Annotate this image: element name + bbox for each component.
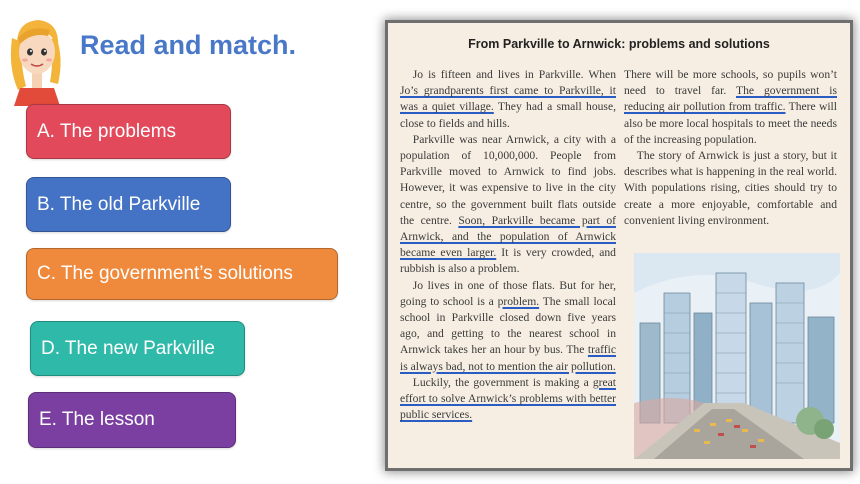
paragraph-4 bbox=[400, 375, 616, 424]
text: Parkville was near Arnwick, a city with a population of 10,000,000. People from Parkville moved to Arnwick to find jobs. However, it was expensive to live in the city centre, so the government built flats outside the centre. bbox=[400, 132, 616, 227]
underlined-text: Soon, Parkville became part of Arnwick, and the population of Arnwick became even larger. bbox=[400, 213, 616, 260]
article-page bbox=[388, 23, 850, 468]
paragraph-4-cont bbox=[624, 67, 837, 148]
underlined-text: great effort to solve Arnwick’s problems with better public services. bbox=[400, 375, 616, 422]
option-a-the-problems[interactable]: A. The problems bbox=[26, 104, 231, 159]
option-e-the-lesson[interactable]: E. The lesson bbox=[28, 392, 236, 448]
option-b-old-parkville[interactable]: B. The old Parkville bbox=[26, 177, 231, 232]
option-c-government-solutions[interactable]: C. The government’s solutions bbox=[26, 248, 338, 300]
article-title: From Parkville to Arnwick: problems and solutions bbox=[468, 37, 770, 51]
underlined-text: problem. bbox=[497, 294, 540, 308]
paragraph-1 bbox=[400, 67, 616, 132]
underlined-text: traffic is always bad, not to mention the air pollution. bbox=[400, 343, 616, 373]
underlined-text: Jo’s grandparents first came to Parkville, it was a quiet village. bbox=[400, 84, 616, 114]
underlined-text: The government is reducing air pollution from traffic. bbox=[624, 84, 837, 114]
text: Jo is fifteen and lives in Parkville. When bbox=[412, 68, 616, 81]
text: Luckily, the government is making a bbox=[412, 375, 593, 389]
city-skyline-illustration bbox=[634, 253, 840, 459]
paragraph-2 bbox=[400, 132, 616, 278]
text: Jo lives in one of those flats. But for her, going to school is a bbox=[400, 278, 616, 308]
text: They had a small house, close to fields and hills. bbox=[400, 100, 616, 130]
text: It is very crowded, and rubbish is also a problem. bbox=[400, 246, 616, 276]
text: There will also be more local hospitals to meet the needs of the increasing population. bbox=[624, 100, 838, 146]
option-d-new-parkville[interactable]: D. The new Parkville bbox=[30, 321, 245, 376]
article-column-right bbox=[624, 67, 837, 229]
page-title: Read and match. bbox=[80, 30, 297, 60]
text: The small local school in Parkville closed down five years ago, and getting to the nearest school in Arnwick takes her an hour by bus. The bbox=[400, 294, 616, 357]
paragraph-3 bbox=[400, 278, 616, 375]
paragraph-5: The story of Arnwick is just a story, but it describes what is happening in the real world. With populations rising, cities should try to create a more enjoyable, comfortable and convenient living environment. bbox=[624, 149, 837, 227]
article-column-left bbox=[400, 67, 616, 423]
cartoon-girl-icon bbox=[4, 8, 70, 106]
text: There will be more schools, so pupils won’t need to travel far. bbox=[624, 68, 837, 98]
